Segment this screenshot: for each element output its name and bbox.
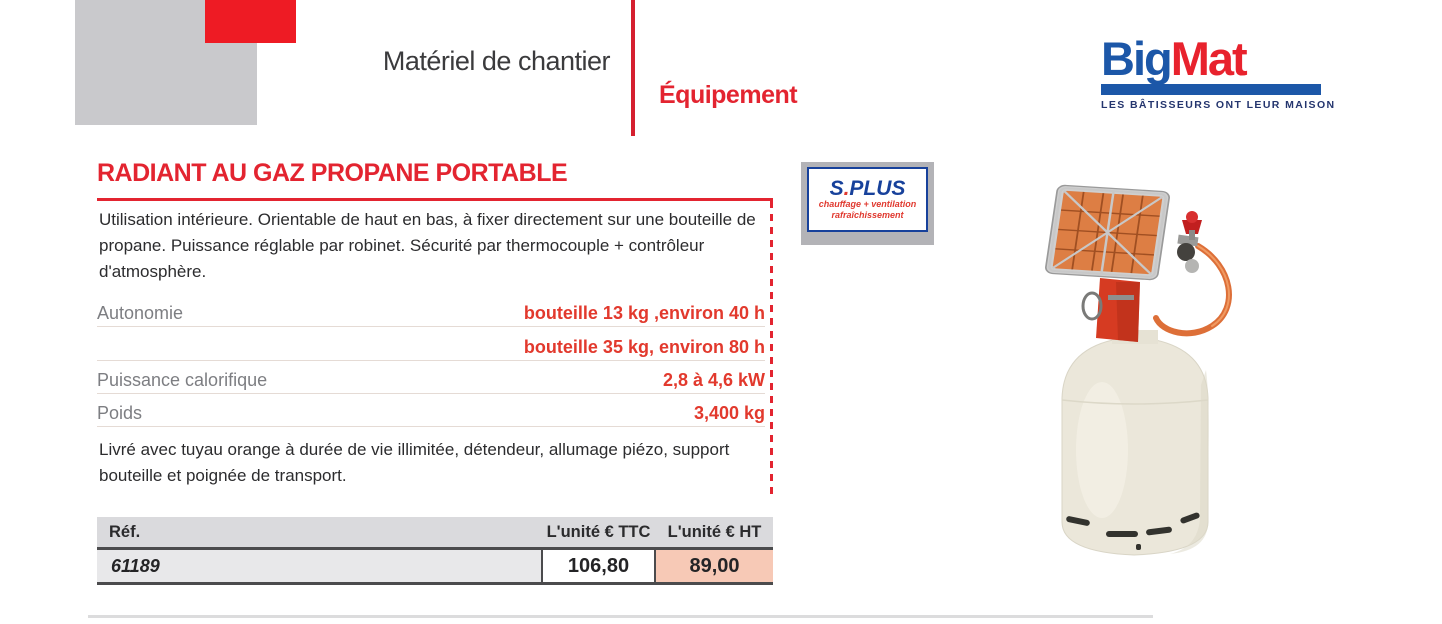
bigmat-logo-big: Big <box>1101 32 1171 85</box>
product-included-text: Livré avec tuyau orange à durée de vie illimitée, détendeur, allumage piézo, support bouteille et poignée de transport. <box>99 440 730 485</box>
bigmat-logo-mat: Mat <box>1170 32 1246 85</box>
splus-logo-dot: . <box>843 177 850 201</box>
spec-label: Puissance calorifique <box>97 370 268 390</box>
spec-row-puissance <box>97 361 765 394</box>
splus-logo <box>830 178 906 199</box>
section-title: Matériel de chantier <box>382 46 610 76</box>
spec-value: 2,8 à 4,6 kW <box>662 370 765 390</box>
bigmat-tagline: LES BÂTISSEURS ONT LEUR MAISON <box>1101 99 1336 112</box>
decorative-red-square <box>205 0 296 43</box>
splus-subtitle-line2: rafraîchissement <box>831 210 904 220</box>
product-description: Utilisation intérieure. Orientable de haut en bas, à fixer directement sur une bouteille de propane. Puissance réglable par robinet. Sécurité par thermocouple + contrôleur d'atmosphère. <box>99 210 756 281</box>
spec-value: bouteille 35 kg, environ 80 h <box>523 337 765 357</box>
spec-table <box>97 299 765 427</box>
spec-value: bouteille 13 kg ,environ 40 h <box>523 303 765 323</box>
splus-badge <box>801 162 934 245</box>
price-table-header <box>97 517 773 547</box>
spec-value: 3,400 kg <box>693 403 765 423</box>
header-unit-ht: L'unité € HT <box>667 522 762 541</box>
header-ref: Réf. <box>109 522 141 541</box>
cell-price-ttc: 106,80 <box>541 550 656 582</box>
section-subtitle: Équipement <box>659 81 798 109</box>
spec-row-autonomie <box>97 299 765 327</box>
product-title: RADIANT AU GAZ PROPANE PORTABLE <box>97 159 568 187</box>
bigmat-logo-text <box>1101 34 1325 83</box>
page-bottom-rule <box>88 615 1153 618</box>
splus-logo-plus: PLUS <box>849 177 906 201</box>
price-table-bottom-border <box>97 582 773 585</box>
product-photo-radiant-heater <box>1020 170 1305 565</box>
dashed-column-separator <box>770 201 773 497</box>
spec-row-poids <box>97 394 765 427</box>
spec-label: Poids <box>97 403 143 423</box>
title-underline <box>97 198 773 201</box>
price-table-row <box>97 550 773 582</box>
splus-badge-inner <box>807 167 928 232</box>
bigmat-logo-bar <box>1101 84 1321 95</box>
splus-subtitle-line1: chauffage + ventilation <box>818 199 917 210</box>
splus-logo-s: S <box>829 177 844 201</box>
header-divider-line <box>631 0 635 136</box>
cell-ref: 61189 <box>97 550 541 582</box>
spec-label: Autonomie <box>97 303 184 323</box>
cell-price-ht: 89,00 <box>656 550 773 582</box>
price-table <box>97 517 773 585</box>
bigmat-logo <box>1101 32 1336 112</box>
spec-row-autonomie-2 <box>97 327 765 361</box>
header-unit-ttc: L'unité € TTC <box>546 522 651 541</box>
